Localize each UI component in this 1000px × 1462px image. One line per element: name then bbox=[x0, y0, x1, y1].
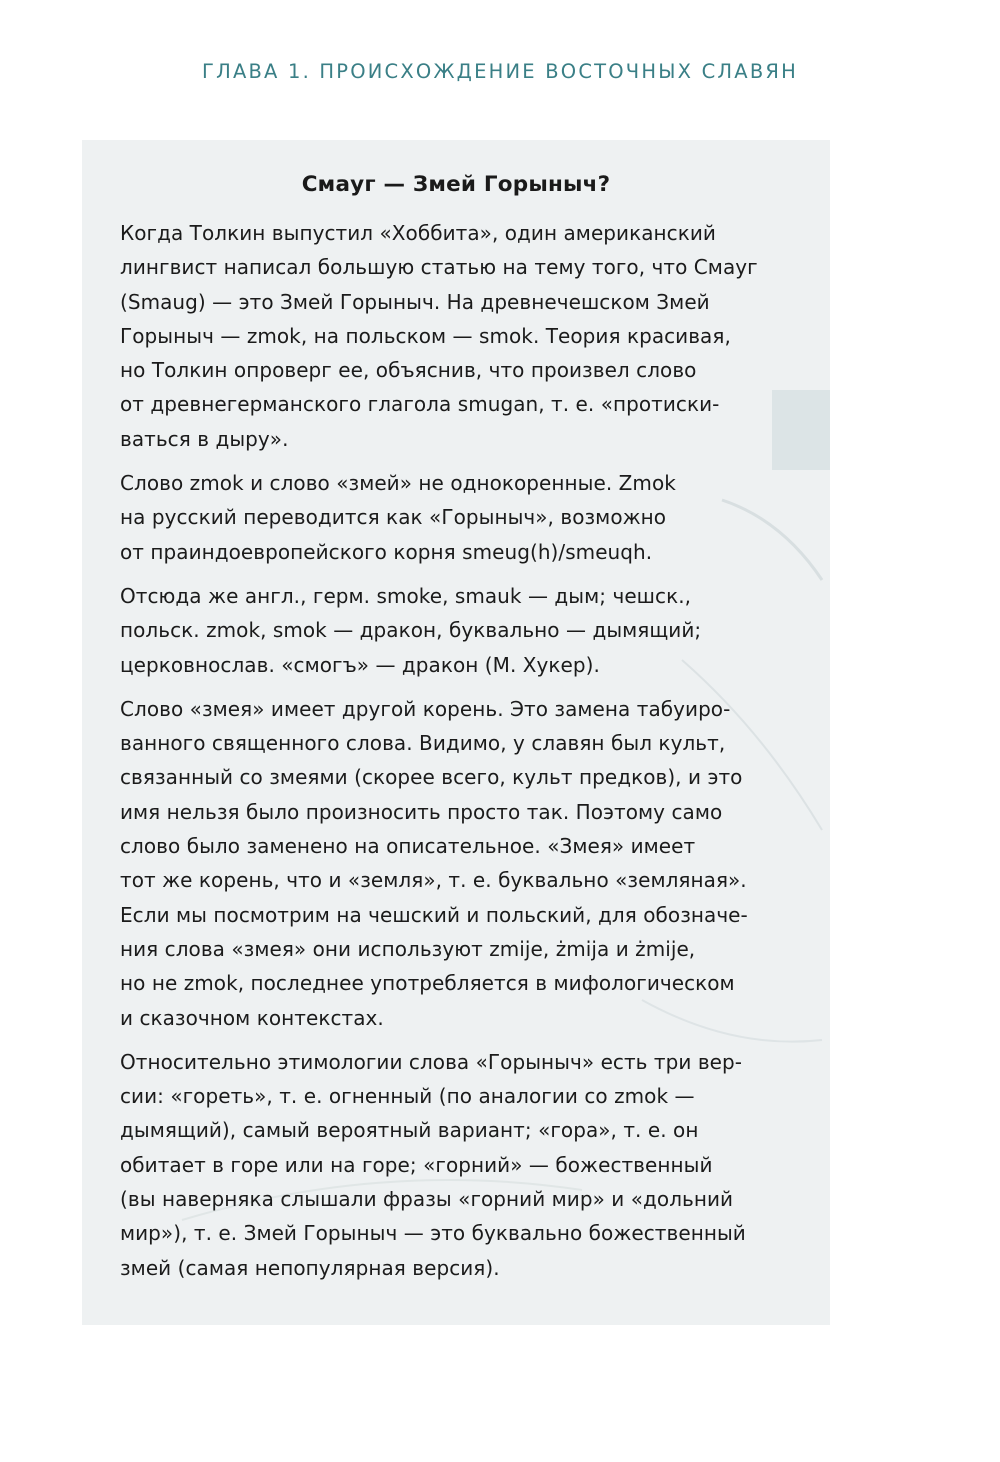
text-line: (вы наверняка слышали фразы «горний мир» и «дольний bbox=[120, 1187, 734, 1212]
text-line: Слово zmok и слово «змей» не однокоренные. Zmok bbox=[120, 471, 676, 496]
text-line: и сказочном контекстах. bbox=[120, 1005, 384, 1030]
paragraph bbox=[120, 692, 780, 1035]
text-line: ния слова «змея» они используют zmije, żmija и żmije, bbox=[120, 936, 696, 961]
paragraph bbox=[120, 1045, 780, 1285]
text-line: слово было заменено на описательное. «Змея» имеет bbox=[120, 834, 696, 859]
text-line: тот же корень, что и «земля», т. е. буквально «земляная». bbox=[120, 868, 747, 893]
text-line: Отсюда же англ., герм. smoke, smauk — дым; чешск., bbox=[120, 583, 692, 608]
text-line: ваться в дыру». bbox=[120, 426, 289, 451]
text-line: польск. zmok, smok — дракон, буквально — дымящий; bbox=[120, 618, 702, 643]
text-line: от древнегерманского глагола smugan, т. е. «протиски- bbox=[120, 392, 720, 417]
running-header: ГЛАВА 1. ПРОИСХОЖДЕНИЕ ВОСТОЧНЫХ СЛАВЯН bbox=[201, 60, 799, 83]
text-line: обитает в горе или на горе; «горний» — божественный bbox=[120, 1152, 713, 1177]
text-line: лингвист написал большую статью на тему того, что Смауг bbox=[120, 255, 758, 280]
text-line: церковнослав. «смогъ» — дракон (М. Хукер). bbox=[120, 652, 600, 677]
text-line: но не zmok, последнее употребляется в мифологическом bbox=[120, 971, 735, 996]
text-line: Слово «змея» имеет другой корень. Это замена табуиро- bbox=[120, 696, 731, 721]
text-line: на русский переводится как «Горыныч», возможно bbox=[120, 505, 667, 530]
sidebar-title: Смауг — Змей Горыныч? bbox=[301, 172, 611, 197]
text-line: связанный со змеями (скорее всего, культ предков), и это bbox=[120, 765, 743, 790]
text-line: Если мы посмотрим на чешский и польский, для обозначе- bbox=[120, 902, 748, 927]
paragraph bbox=[120, 466, 780, 569]
text-line: Когда Толкин выпустил «Хоббита», один американский bbox=[120, 221, 716, 245]
text-line: дымящий), самый вероятный вариант; «гора», т. е. он bbox=[120, 1118, 699, 1143]
sidebar-body bbox=[120, 216, 780, 1295]
text-line: мир»), т. е. Змей Горыныч — это буквально божественный bbox=[120, 1221, 746, 1246]
text-line: имя нельзя было произносить просто так. Поэтому само bbox=[120, 799, 723, 824]
text-line: (Smaug) — это Змей Горыныч. На древнечешском Змей bbox=[120, 289, 710, 314]
text-line: Относительно этимологии слова «Горыныч» есть три вер- bbox=[120, 1049, 743, 1074]
text-line: ванного священного слова. Видимо, у славян был культ, bbox=[120, 731, 726, 756]
paragraph bbox=[120, 579, 780, 682]
text-line: сии: «гореть», т. е. огненный (по аналогии со zmok — bbox=[120, 1084, 695, 1109]
text-line: Горыныч — zmok, на польском — smok. Теория красивая, bbox=[120, 323, 731, 348]
text-line: но Толкин опроверг ее, объяснив, что произвел слово bbox=[120, 358, 697, 383]
text-line: от праиндоевропейского корня smeug(h)/smeuqh. bbox=[120, 539, 653, 564]
paragraph bbox=[120, 216, 780, 456]
text-line: змей (самая непопулярная версия). bbox=[120, 1255, 500, 1280]
